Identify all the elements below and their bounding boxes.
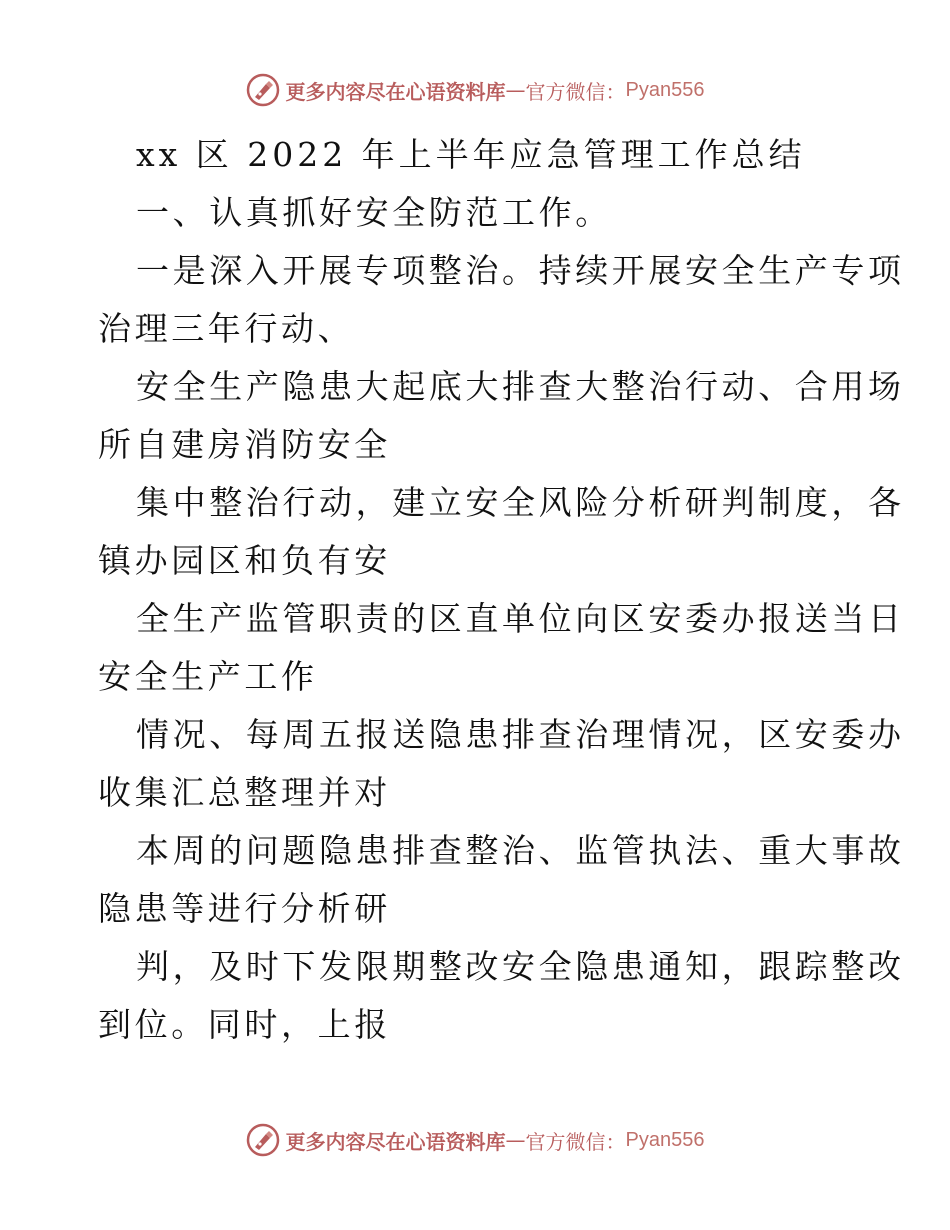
- paragraph-line: 镇办园区和负有安: [98, 541, 391, 580]
- footer-watermark: [0, 1120, 950, 1160]
- document-title: xx 区 2022 年上半年应急管理工作总结: [136, 135, 806, 174]
- paragraph-line: 判，及时下发限期整改安全隐患通知，跟踪整改: [136, 947, 905, 986]
- paragraph-line: 治理三年行动、: [98, 309, 355, 348]
- paragraph-line: 收集汇总整理并对: [98, 773, 391, 812]
- paragraph-line: 集中整治行动，建立安全风险分析研判制度，各: [136, 483, 905, 522]
- watermark-site-text: 更多内容尽在心语资料库: [285, 1129, 506, 1154]
- pen-nib-logo-icon: [246, 73, 280, 107]
- watermark-wechat-id: Pyan556: [625, 78, 705, 101]
- paragraph-line: 本周的问题隐患排查整治、监管执法、重大事故: [136, 831, 905, 870]
- section-heading: 一、认真抓好安全防范工作。: [136, 193, 612, 232]
- watermark-wechat-id: Pyan556: [625, 1128, 705, 1151]
- paragraph-line: 到位。同时，上报: [98, 1005, 391, 1044]
- paragraph-line: 所自建房消防安全: [98, 425, 391, 464]
- paragraph-line: 安全生产工作: [98, 657, 318, 696]
- watermark-wechat-label: 官方微信：: [525, 79, 626, 104]
- paragraph-line: 全生产监管职责的区直单位向区安委办报送当日: [136, 599, 905, 638]
- paragraph-line: 情况、每周五报送隐患排查治理情况，区安委办: [136, 715, 905, 754]
- pen-nib-logo-icon: [246, 1123, 280, 1157]
- watermark-wechat-label: 官方微信：: [525, 1129, 626, 1154]
- paragraph-line: 安全生产隐患大起底大排查大整治行动、合用场: [136, 367, 905, 406]
- document-body: [98, 126, 905, 1054]
- paragraph-line: 隐患等进行分析研: [98, 889, 391, 928]
- header-watermark: [0, 70, 950, 110]
- paragraph-line: 一是深入开展专项整治。持续开展安全生产专项: [136, 251, 905, 290]
- watermark-separator: —: [505, 1128, 526, 1152]
- watermark-separator: —: [505, 78, 526, 102]
- watermark-site-text: 更多内容尽在心语资料库: [285, 79, 506, 104]
